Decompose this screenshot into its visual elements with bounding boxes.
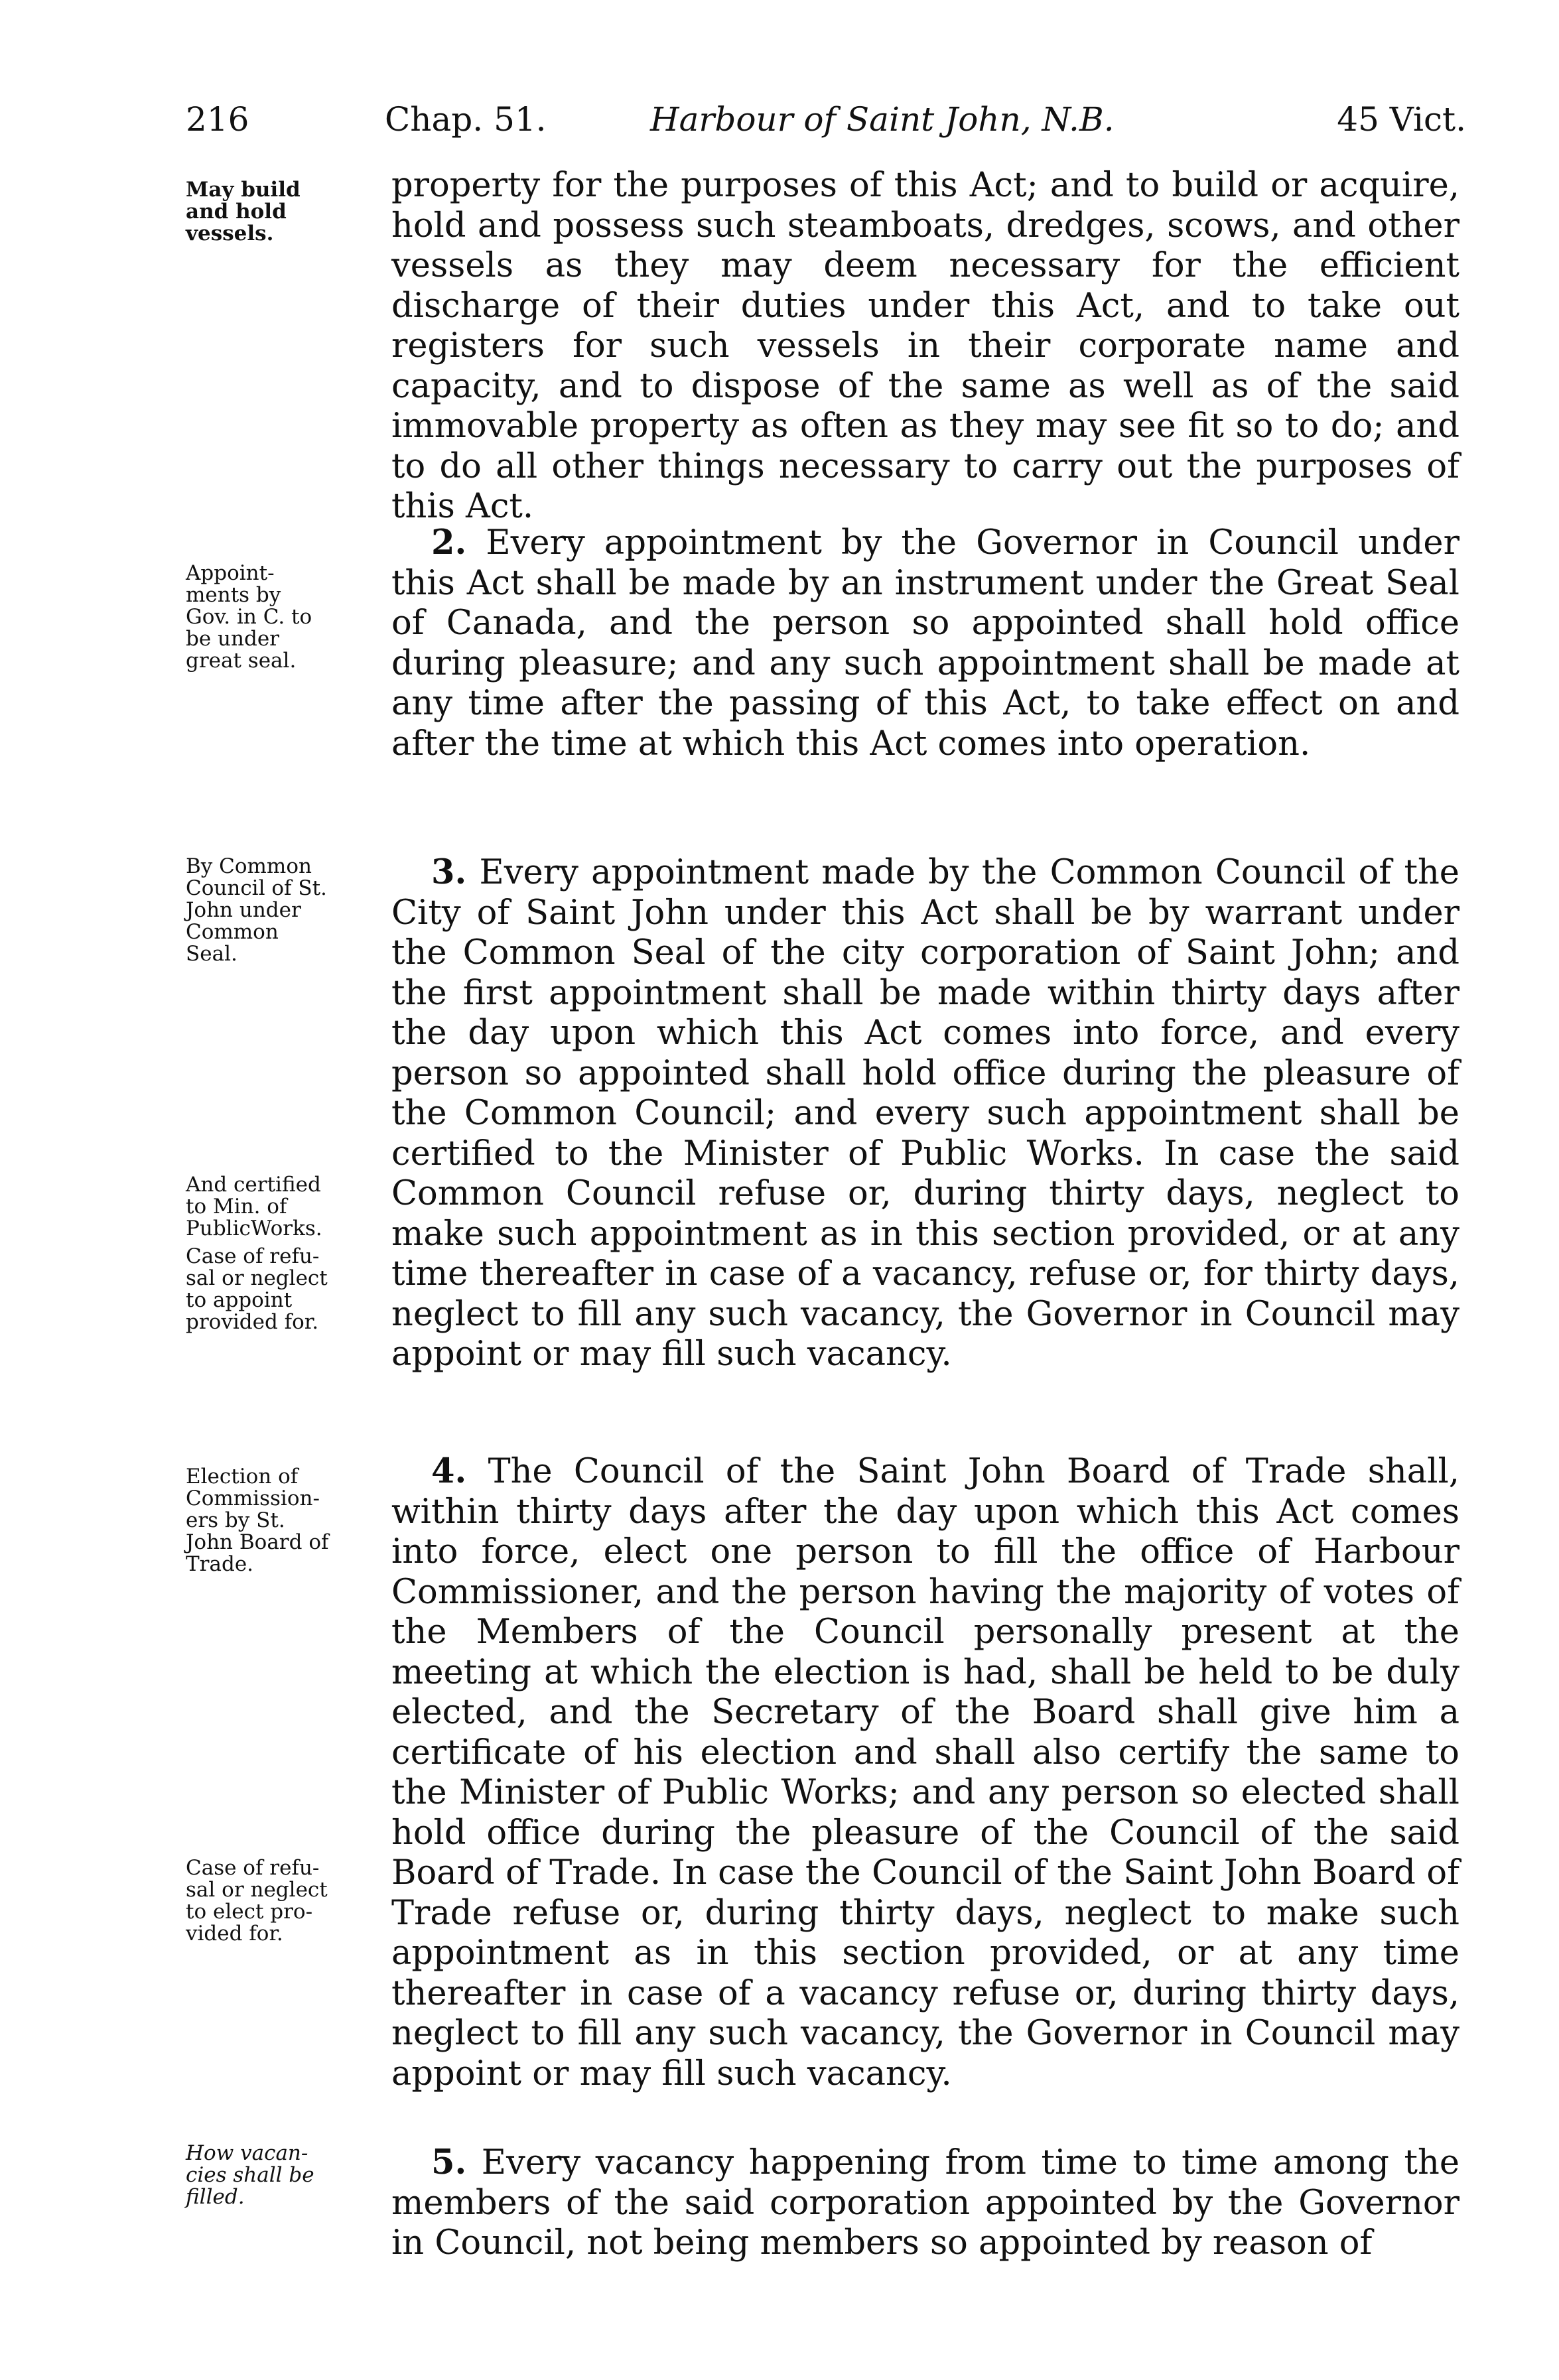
page-number: 216 [186, 100, 249, 139]
section-4 [391, 1451, 1459, 2094]
section-text: The Council of the Saint John Board of Trade shall, within thirty days after the day upon which this Act comes into force, elect one person to fill the office of Harbour Commissioner, and the person having the majority of votes of the Members of the Council personally present at the meeting at which the election is had, shall be held to be duly elected, and the Secretary of the Board shall give him a certificate of his election and shall also certify the same to the Minister of Public Works; and any person so elected shall hold office during the pleasure of the Council of the said Board of Trade. In case the Council of the Saint John Board of Trade refuse or, during thirty days, neglect to make such appointment as in this section provided, or at any time thereafter in case of a vacancy refuse or, during thirty days, neglect to fill any such vacancy, the Governor in Council may appoint or may fill such vacancy. [391, 1452, 1459, 2093]
running-header [186, 93, 1466, 146]
section-number: 3. [431, 852, 467, 892]
margin-note-build-vessels: May build and hold vessels. [186, 178, 301, 245]
continuation-text: property for the purposes of this Act; and to build or acquire, hold and possess such steamboats, dredges, scows, and other vessels as they may deem necessary for the efficient discharge of their duties under this Act, and to take out registers for such vessels in their corporate name and capacity, and to dispose of the same as well as of the said immovable property as often as they may see fit so to do; and to do all other things necessary to carry out the purposes of this Act. [391, 166, 1459, 526]
section-text: Every vacancy happening from time to time among the members of the said corporation appointed by the Governor in Council, not being members so appointed by reason of [391, 2143, 1460, 2263]
margin-note-refusal-to-appoint: Case of refu- sal or neglect to appoint provided for. [186, 1244, 328, 1334]
margin-note-board-of-trade-election: Election of Commission- ers by St. John Board of Trade. [186, 1465, 329, 1576]
act-title: Harbour of Saint John, N.B. [650, 100, 1115, 139]
margin-note-common-seal: By Common Council of St. John under Common Seal. [186, 854, 327, 966]
section-text: Every appointment made by the Common Council of the City of Saint John under this Act shall be by warrant under the Common Seal of the city corporation of Saint John; and the first appointment shall be made within thirty days after the day upon which this Act comes into force, and every person so appointed shall hold office during the pleasure of the Common Council; and every such appointment shall be certified to the Minister of Public Works. In case the said Common Council refuse or, during thirty days, neglect to make such appointment as in this section provided, or at any time thereafter in case of a vacancy, refuse or, for thirty days, neglect to fill any such vacancy, the Governor in Council may appoint or may fill such vacancy. [391, 853, 1459, 1374]
margin-note-refusal-to-elect: Case of refu- sal or neglect to elect pro- vided for. [186, 1856, 328, 1946]
regnal-year: 45 Vict. [1337, 100, 1466, 139]
margin-note-certified-public-works: And certified to Min. of PublicWorks. [186, 1173, 322, 1240]
margin-note-vacancies-filled: How vacan- cies shall be filled. [186, 2141, 314, 2209]
section-number: 4. [431, 1451, 467, 1491]
section-text: Every appointment by the Governor in Council under this Act shall be made by an instrument under the Great Seal of Canada, and the person so appointed shall hold office during pleasure; and any such appointment shall be made at any time after the passing of this Act, to take effect on and after the time at which this Act comes into operation. [391, 523, 1459, 763]
section-continuation [391, 166, 1459, 527]
section-number: 5. [431, 2143, 467, 2182]
margin-note-appointments-great-seal: Appoint- ments by Gov. in C. to be under great seal. [186, 561, 312, 673]
section-2 [391, 523, 1459, 764]
chapter-label: Chap. 51. [385, 100, 547, 139]
section-number: 2. [431, 523, 467, 562]
section-3 [391, 852, 1459, 1375]
section-5 [391, 2143, 1459, 2264]
